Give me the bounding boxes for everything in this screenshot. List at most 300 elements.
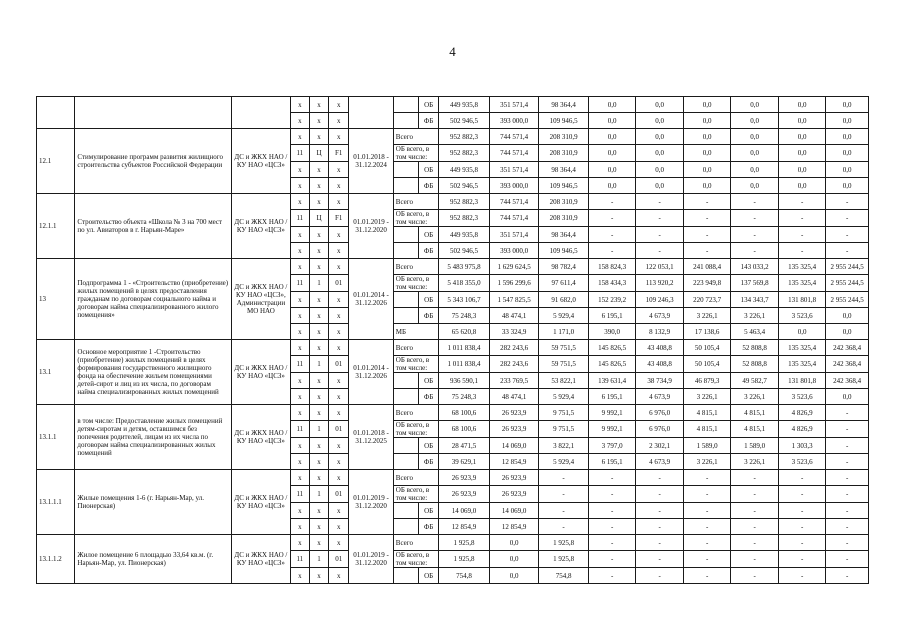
value-cell: - <box>539 470 589 486</box>
code-cell: 11 <box>290 145 309 162</box>
value-cell: 0,0 <box>778 97 826 113</box>
period-cell: 01.01.2019 - 31.12.2020 <box>349 470 393 535</box>
value-cell: 351 571,4 <box>489 162 539 178</box>
source-label-cell: Всего <box>393 194 438 210</box>
code-cell: 11 <box>290 421 309 438</box>
value-cell: - <box>826 210 869 227</box>
code-cell: х <box>309 97 328 113</box>
source-cell: ОБ <box>419 97 439 113</box>
source-label-cell: Всего <box>393 405 438 421</box>
value-cell: 208 310,9 <box>539 129 589 145</box>
value-cell: - <box>683 503 731 519</box>
value-cell: - <box>826 551 869 568</box>
value-cell: 0,0 <box>731 145 779 162</box>
value-cell: 9 992,1 <box>588 421 636 438</box>
code-cell: 11 <box>290 551 309 568</box>
source-cell: ОБ <box>419 438 439 454</box>
period-cell <box>349 97 393 129</box>
value-cell: 0,0 <box>588 129 636 145</box>
value-cell: - <box>636 551 684 568</box>
value-cell: 75 248,3 <box>439 308 490 324</box>
value-cell: 4 815,1 <box>683 421 731 438</box>
value-cell: 12 854,9 <box>489 454 539 470</box>
code-cell: х <box>329 97 349 113</box>
value-cell: 0,0 <box>826 113 869 129</box>
code-cell: х <box>309 470 328 486</box>
value-cell: - <box>731 519 779 535</box>
value-cell: - <box>683 243 731 259</box>
code-cell: х <box>290 373 309 389</box>
value-cell: - <box>636 194 684 210</box>
value-cell: 131 801,8 <box>778 373 826 389</box>
value-cell: 3 523,6 <box>778 454 826 470</box>
value-cell: 1 925,8 <box>439 535 490 551</box>
code-cell: х <box>329 113 349 129</box>
value-cell: - <box>778 243 826 259</box>
value-cell: 97 611,4 <box>539 275 589 292</box>
value-cell: 0,0 <box>826 389 869 405</box>
code-cell: х <box>309 519 328 535</box>
value-cell: - <box>588 503 636 519</box>
value-cell: - <box>826 438 869 454</box>
value-cell: - <box>588 486 636 503</box>
value-cell: 0,0 <box>636 97 684 113</box>
code-cell: х <box>309 259 328 275</box>
name-cell: Подпрограмма 1 - «Строительство (приобретение) жилых помещений в целях предоставления гражданам по договорам социального найма и договорам найма специализированного жилого помещения» <box>75 259 232 340</box>
table-row <box>37 340 869 356</box>
value-cell: 351 571,4 <box>489 227 539 243</box>
source-cell: ОБ <box>419 292 439 308</box>
value-cell: 6 195,1 <box>588 389 636 405</box>
source-cell: ФБ <box>419 178 439 194</box>
value-cell: 0,0 <box>636 113 684 129</box>
value-cell: 43 408,8 <box>636 340 684 356</box>
code-cell: 01 <box>329 486 349 503</box>
value-cell: 26 923,9 <box>489 470 539 486</box>
value-cell: 6 976,0 <box>636 405 684 421</box>
executor-cell <box>232 97 291 129</box>
code-cell: 11 <box>290 486 309 503</box>
value-cell: 502 946,5 <box>439 178 490 194</box>
code-cell: х <box>309 243 328 259</box>
value-cell: 0,0 <box>731 178 779 194</box>
value-cell: 3 226,1 <box>731 308 779 324</box>
value-cell: 109 246,3 <box>636 292 684 308</box>
source-cell: ОБ <box>419 162 439 178</box>
code-cell: х <box>329 324 349 340</box>
value-cell: - <box>826 454 869 470</box>
value-cell: - <box>731 535 779 551</box>
value-cell: 0,0 <box>683 178 731 194</box>
value-cell: - <box>778 470 826 486</box>
value-cell: 1 011 838,4 <box>439 340 490 356</box>
value-cell: 113 920,2 <box>636 275 684 292</box>
code-cell: х <box>309 227 328 243</box>
value-cell: - <box>588 210 636 227</box>
value-cell: 754,8 <box>439 568 490 584</box>
value-cell: - <box>731 194 779 210</box>
value-cell: 5 418 355,0 <box>439 275 490 292</box>
code-cell: х <box>309 405 328 421</box>
value-cell: 137 569,8 <box>731 275 779 292</box>
value-cell: 46 879,3 <box>683 373 731 389</box>
value-cell: - <box>588 519 636 535</box>
value-cell: - <box>778 519 826 535</box>
value-cell: 91 682,0 <box>539 292 589 308</box>
value-cell: 43 408,8 <box>636 356 684 373</box>
value-cell: - <box>683 470 731 486</box>
value-cell: 952 882,3 <box>439 129 490 145</box>
value-cell: 14 069,0 <box>489 438 539 454</box>
executor-cell: ДС и ЖКХ НАО / КУ НАО «ЦСЗ» <box>232 194 291 259</box>
value-cell: 393 000,0 <box>489 178 539 194</box>
value-cell: 0,0 <box>826 97 869 113</box>
code-cell: х <box>290 454 309 470</box>
value-cell: 0,0 <box>588 113 636 129</box>
code-cell: х <box>329 340 349 356</box>
name-cell <box>75 97 232 129</box>
code-cell: х <box>329 454 349 470</box>
code-cell: х <box>329 568 349 584</box>
value-cell: 122 053,1 <box>636 259 684 275</box>
value-cell: 208 310,9 <box>539 210 589 227</box>
value-cell: - <box>826 194 869 210</box>
value-cell: 2 955 244,5 <box>826 259 869 275</box>
value-cell: 14 069,0 <box>439 503 490 519</box>
source-label-cell <box>393 373 418 389</box>
value-cell: 2 302,1 <box>636 438 684 454</box>
value-cell: 48 474,1 <box>489 389 539 405</box>
code-cell: х <box>309 129 328 145</box>
value-cell: 0,0 <box>731 113 779 129</box>
value-cell: - <box>683 486 731 503</box>
source-label-cell: Всего <box>393 470 438 486</box>
value-cell: 135 325,4 <box>778 275 826 292</box>
value-cell: 744 571,4 <box>489 210 539 227</box>
value-cell: 6 976,0 <box>636 421 684 438</box>
code-cell: х <box>329 227 349 243</box>
code-cell: х <box>309 568 328 584</box>
code-cell: х <box>329 194 349 210</box>
row-number-cell: 12.1.1 <box>37 194 75 259</box>
code-cell: F1 <box>329 145 349 162</box>
code-cell: 01 <box>329 356 349 373</box>
source-label-cell: ОБ всего, в том числе: <box>393 421 438 438</box>
value-cell: 26 923,9 <box>439 486 490 503</box>
value-cell: 220 723,7 <box>683 292 731 308</box>
code-cell: х <box>309 178 328 194</box>
value-cell: 233 769,5 <box>489 373 539 389</box>
value-cell: - <box>683 210 731 227</box>
value-cell: - <box>826 421 869 438</box>
value-cell: 5 929,4 <box>539 308 589 324</box>
value-cell: - <box>778 227 826 243</box>
value-cell: 744 571,4 <box>489 145 539 162</box>
value-cell: 5 463,4 <box>731 324 779 340</box>
value-cell: 1 925,8 <box>539 535 589 551</box>
code-cell: х <box>290 162 309 178</box>
source-label-cell <box>393 568 418 584</box>
code-cell: х <box>290 389 309 405</box>
value-cell: 49 582,7 <box>731 373 779 389</box>
value-cell: - <box>683 568 731 584</box>
value-cell: 39 629,1 <box>439 454 490 470</box>
value-cell: - <box>731 243 779 259</box>
code-cell: х <box>309 389 328 405</box>
name-cell: Жилые помещения 1-6 (г. Нарьян-Мар, ул. Пионерская) <box>75 470 232 535</box>
value-cell: - <box>636 486 684 503</box>
value-cell: 936 590,1 <box>439 373 490 389</box>
value-cell: 0,0 <box>489 535 539 551</box>
value-cell: 0,0 <box>778 324 826 340</box>
source-cell: ФБ <box>419 519 439 535</box>
source-label-cell: Всего <box>393 259 438 275</box>
value-cell: 50 105,4 <box>683 356 731 373</box>
value-cell: 0,0 <box>826 324 869 340</box>
source-label-cell <box>393 454 418 470</box>
period-cell: 01.01.2014 - 31.12.2026 <box>349 340 393 405</box>
code-cell: 1 <box>309 275 328 292</box>
value-cell: 4 815,1 <box>683 405 731 421</box>
value-cell: 3 523,6 <box>778 308 826 324</box>
value-cell: 0,0 <box>778 145 826 162</box>
value-cell: 3 797,0 <box>588 438 636 454</box>
value-cell: - <box>826 227 869 243</box>
value-cell: 26 923,9 <box>489 421 539 438</box>
value-cell: 4 826,9 <box>778 405 826 421</box>
executor-cell: ДС и ЖКХ НАО / КУ НАО «ЦСЗ», Администрации МО НАО <box>232 259 291 340</box>
source-label-cell: Всего <box>393 340 438 356</box>
value-cell: - <box>778 210 826 227</box>
value-cell: 1 925,8 <box>539 551 589 568</box>
value-cell: 59 751,5 <box>539 356 589 373</box>
value-cell: 68 100,6 <box>439 405 490 421</box>
value-cell: 0,0 <box>778 178 826 194</box>
value-cell: - <box>731 227 779 243</box>
table-row <box>37 129 869 145</box>
value-cell: 208 310,9 <box>539 145 589 162</box>
source-label-cell: Всего <box>393 129 438 145</box>
value-cell: 53 822,1 <box>539 373 589 389</box>
value-cell: 2 955 244,5 <box>826 292 869 308</box>
code-cell: х <box>290 113 309 129</box>
value-cell: - <box>731 568 779 584</box>
value-cell: - <box>588 535 636 551</box>
code-cell: х <box>309 373 328 389</box>
value-cell: 26 923,9 <box>439 470 490 486</box>
value-cell: 0,0 <box>731 162 779 178</box>
period-cell: 01.01.2019 - 31.12.2020 <box>349 535 393 584</box>
value-cell: 0,0 <box>489 568 539 584</box>
code-cell: х <box>329 470 349 486</box>
value-cell: 393 000,0 <box>489 113 539 129</box>
value-cell: 242 368,4 <box>826 356 869 373</box>
value-cell: 17 138,6 <box>683 324 731 340</box>
value-cell: - <box>683 535 731 551</box>
value-cell: 1 011 838,4 <box>439 356 490 373</box>
value-cell: - <box>826 243 869 259</box>
value-cell: 28 471,5 <box>439 438 490 454</box>
value-cell: 131 801,8 <box>778 292 826 308</box>
code-cell: х <box>290 340 309 356</box>
value-cell: 1 303,3 <box>778 438 826 454</box>
value-cell: 5 483 975,8 <box>439 259 490 275</box>
source-label-cell: Всего <box>393 535 438 551</box>
value-cell: - <box>683 194 731 210</box>
value-cell: 0,0 <box>731 97 779 113</box>
source-label-cell <box>393 503 418 519</box>
value-cell: 145 826,5 <box>588 356 636 373</box>
code-cell: х <box>329 243 349 259</box>
value-cell: 241 088,4 <box>683 259 731 275</box>
value-cell: 6 195,1 <box>588 454 636 470</box>
executor-cell: ДС и ЖКХ НАО / КУ НАО «ЦСЗ» <box>232 535 291 584</box>
value-cell: - <box>588 243 636 259</box>
code-cell: 11 <box>290 210 309 227</box>
value-cell: 351 571,4 <box>489 97 539 113</box>
code-cell: х <box>290 292 309 308</box>
name-cell: Строительство объекта «Школа № 3 на 700 мест по ул. Авиаторов в г. Нарьян-Маре» <box>75 194 232 259</box>
value-cell: 98 782,4 <box>539 259 589 275</box>
source-label-cell <box>393 292 418 308</box>
value-cell: 0,0 <box>636 145 684 162</box>
value-cell: 26 923,9 <box>489 405 539 421</box>
source-label-cell: ОБ всего, в том числе: <box>393 486 438 503</box>
value-cell: 744 571,4 <box>489 129 539 145</box>
source-label-cell: ОБ всего, в том числе: <box>393 210 438 227</box>
budget-table <box>36 96 869 584</box>
value-cell: 75 248,3 <box>439 389 490 405</box>
value-cell: - <box>731 486 779 503</box>
value-cell: 952 882,3 <box>439 194 490 210</box>
value-cell: 4 673,9 <box>636 389 684 405</box>
value-cell: - <box>826 519 869 535</box>
source-label-cell <box>393 227 418 243</box>
value-cell: - <box>636 227 684 243</box>
value-cell: 0,0 <box>636 162 684 178</box>
source-label-cell <box>393 113 418 129</box>
value-cell: - <box>588 470 636 486</box>
value-cell: 134 343,7 <box>731 292 779 308</box>
code-cell: 1 <box>309 486 328 503</box>
source-cell: ОБ <box>419 503 439 519</box>
value-cell: 449 935,8 <box>439 97 490 113</box>
value-cell: - <box>731 551 779 568</box>
value-cell: 1 547 825,5 <box>489 292 539 308</box>
value-cell: 3 226,1 <box>731 454 779 470</box>
value-cell: 0,0 <box>778 162 826 178</box>
value-cell: 0,0 <box>683 97 731 113</box>
value-cell: - <box>826 535 869 551</box>
code-cell: F1 <box>329 210 349 227</box>
value-cell: 98 364,4 <box>539 227 589 243</box>
executor-cell: ДС и ЖКХ НАО / КУ НАО «ЦСЗ» <box>232 470 291 535</box>
code-cell: х <box>290 259 309 275</box>
value-cell: 282 243,6 <box>489 340 539 356</box>
value-cell: 4 815,1 <box>731 421 779 438</box>
value-cell: 5 929,4 <box>539 389 589 405</box>
value-cell: - <box>539 503 589 519</box>
value-cell: - <box>588 227 636 243</box>
value-cell: 4 815,1 <box>731 405 779 421</box>
code-cell: 01 <box>329 275 349 292</box>
value-cell: - <box>731 503 779 519</box>
value-cell: 5 929,4 <box>539 454 589 470</box>
source-cell: ФБ <box>419 113 439 129</box>
code-cell: х <box>329 438 349 454</box>
value-cell: 0,0 <box>588 145 636 162</box>
code-cell: х <box>329 308 349 324</box>
source-label-cell <box>393 389 418 405</box>
row-number-cell: 13.1 <box>37 340 75 405</box>
period-cell: 01.01.2018 - 31.12.2025 <box>349 405 393 470</box>
name-cell: Стимулирование программ развития жилищного строительства субъектов Российской Федерации <box>75 129 232 194</box>
value-cell: 0,0 <box>588 97 636 113</box>
code-cell: х <box>309 454 328 470</box>
value-cell: 12 854,9 <box>439 519 490 535</box>
row-number-cell: 12.1 <box>37 129 75 194</box>
code-cell: 01 <box>329 551 349 568</box>
value-cell: 4 673,9 <box>636 308 684 324</box>
code-cell: х <box>290 438 309 454</box>
value-cell: 98 364,4 <box>539 162 589 178</box>
table-row <box>37 194 869 210</box>
code-cell: х <box>309 324 328 340</box>
executor-cell: ДС и ЖКХ НАО / КУ НАО «ЦСЗ» <box>232 340 291 405</box>
value-cell: 8 132,9 <box>636 324 684 340</box>
value-cell: - <box>636 535 684 551</box>
code-cell: х <box>290 97 309 113</box>
value-cell: 33 324,9 <box>489 324 539 340</box>
executor-cell: ДС и ЖКХ НАО / КУ НАО «ЦСЗ» <box>232 405 291 470</box>
value-cell: 0,0 <box>683 129 731 145</box>
value-cell: 38 734,9 <box>636 373 684 389</box>
code-cell: х <box>309 113 328 129</box>
code-cell: х <box>309 438 328 454</box>
source-label-cell: ОБ всего, в том числе: <box>393 551 438 568</box>
executor-cell: ДС и ЖКХ НАО / КУ НАО «ЦСЗ» <box>232 129 291 194</box>
code-cell: х <box>290 324 309 340</box>
page-number: 4 <box>449 44 456 59</box>
value-cell: 0,0 <box>683 162 731 178</box>
value-cell: - <box>539 519 589 535</box>
value-cell: - <box>636 568 684 584</box>
value-cell: - <box>636 210 684 227</box>
code-cell: х <box>329 405 349 421</box>
code-cell: х <box>290 470 309 486</box>
value-cell: - <box>778 194 826 210</box>
code-cell: х <box>329 519 349 535</box>
value-cell: 1 925,8 <box>439 551 490 568</box>
value-cell: 0,0 <box>778 129 826 145</box>
value-cell: 0,0 <box>636 129 684 145</box>
value-cell: 754,8 <box>539 568 589 584</box>
source-label-cell <box>393 97 418 113</box>
code-cell: 1 <box>309 356 328 373</box>
value-cell: - <box>826 568 869 584</box>
value-cell: 109 946,5 <box>539 178 589 194</box>
table-row <box>37 97 869 113</box>
source-label-cell <box>393 308 418 324</box>
value-cell: 0,0 <box>826 129 869 145</box>
value-cell: - <box>778 486 826 503</box>
value-cell: 208 310,9 <box>539 194 589 210</box>
row-number-cell: 13.1.1.1 <box>37 470 75 535</box>
value-cell: - <box>683 519 731 535</box>
code-cell: х <box>309 162 328 178</box>
code-cell: х <box>290 535 309 551</box>
value-cell: 14 069,0 <box>489 503 539 519</box>
